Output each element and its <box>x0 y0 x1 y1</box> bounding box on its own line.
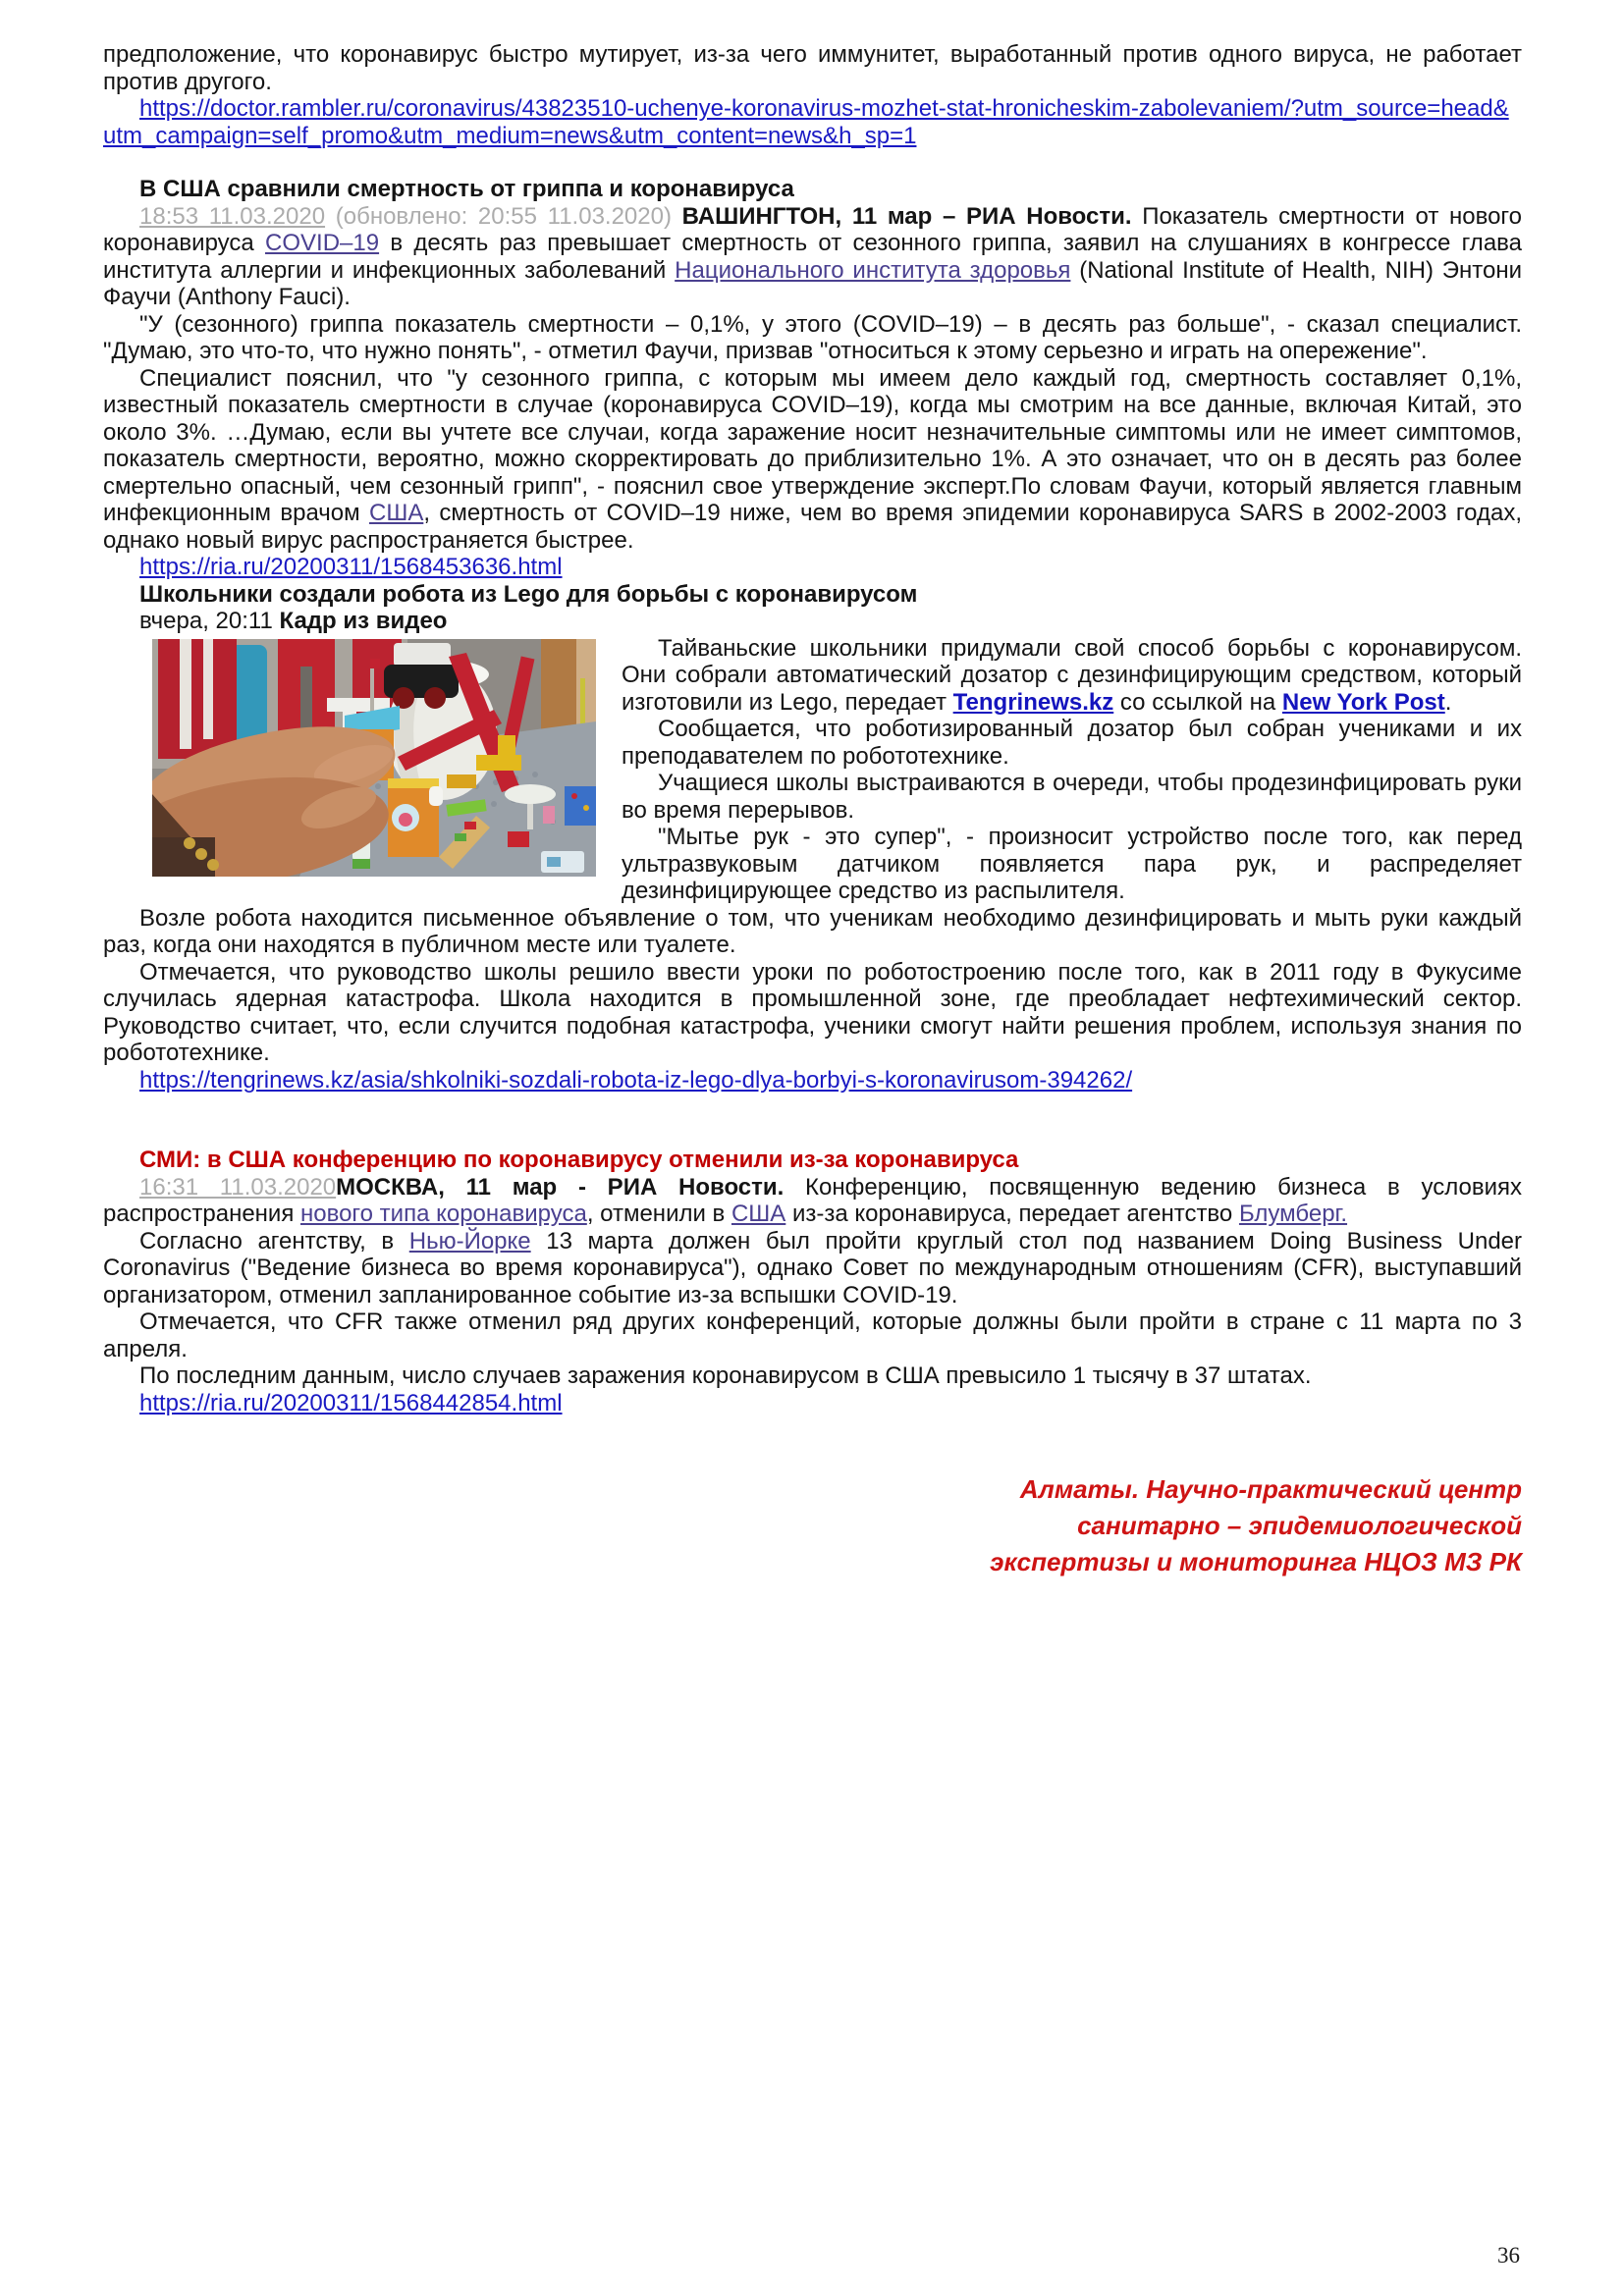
text-run: из-за коронавируса, передает агентство <box>785 1201 1239 1227</box>
paragraph <box>103 365 1522 555</box>
paragraph <box>103 1228 1522 1309</box>
text-run: Кадр из видео <box>279 608 448 634</box>
text-run: 13 марта должен был пройти круглый стол под названием Doing Business Under Coronavirus ("Ведение бизнеса во время коронавируса"), однако Совет по международным отношениям (CFR), выступавший организатором, отменил запланированное событие из-за вспышки COVID-19. <box>103 1227 1523 1308</box>
text-run: , отменили в <box>586 1201 731 1227</box>
page-number: 36 <box>1497 2242 1520 2268</box>
url-link[interactable]: https://ria.ru/20200311/1568453636.html <box>139 554 563 580</box>
signature-line: санитарно – эпидемиологической <box>1077 1511 1522 1540</box>
text-run: Отмечается, что руководство школы решило ввести уроки по роботостроению после того, как в 2011 году в Фукусиме случилась ядерная катастрофа. Школа находится в промышленной зоне, где преобладает нефтехимический сектор. Руководство считает, что, если случится подобная катастрофа, ученики смогут найти решения проблем, используя знания по робототехнике. <box>103 958 1522 1066</box>
inline-link[interactable]: Блумберг. <box>1238 1201 1348 1227</box>
article-conference-heading: СМИ: в США конференцию по коронавирусу отменили из-за коронавируса <box>139 1147 1019 1173</box>
url-link[interactable]: https://ria.ru/20200311/1568442854.html <box>139 1389 563 1416</box>
signature-block <box>103 1471 1522 1580</box>
source-link-line <box>103 1067 1522 1095</box>
text-run: Отмечается, что CFR также отменил ряд других конференций, которые должны были пройти в стране с 11 марта по 3 апреля. <box>103 1308 1522 1362</box>
inline-link[interactable]: Национального института здоровья <box>675 256 1071 284</box>
paragraph <box>103 1308 1522 1362</box>
text-run: "Мытье рук - это супер", - произносит устройство после того, как перед ультразвуковым датчиком появляется пара рук, и распределяет дезинфицирующее средство из распылителя. <box>622 824 1522 904</box>
text-run: . <box>1444 688 1452 716</box>
text-run: "У (сезонного) гриппа показатель смертности – 0,1%, у этого (COVID–19) – в десять раз больше", - сказал специалист. "Думаю, это что-то, что нужно понять", - отметил Фаучи, призвав "относиться к этому серьезно и играть на опережение". <box>103 310 1522 364</box>
paragraph <box>103 959 1522 1067</box>
text-run: Сообщается, что роботизированный дозатор был собран учениками и их преподавателем по робототехнике. <box>622 716 1522 770</box>
text-run: ВАШИНГТОН, 11 мар – РИА Новости. <box>681 202 1143 230</box>
text-run: в десять раз превышает смертность от сезонного гриппа, заявил на слушаниях в конгрессе глава института аллергии и инфекционных заболеваний <box>103 230 1522 284</box>
text-run: со ссылкой на <box>1113 688 1282 716</box>
paragraph <box>103 1174 1522 1228</box>
text-run: Конференцию, посвященную ведению бизнеса в условиях распространения <box>103 1173 1523 1227</box>
inline-link[interactable]: нового типа коронавируса <box>300 1201 587 1227</box>
source-link-line <box>103 554 1522 581</box>
paragraph <box>103 905 1522 959</box>
inline-link[interactable]: 18:53 11.03.2020 <box>139 202 326 230</box>
text-run: Специалист пояснил, что "у сезонного гриппа, с которым мы имеем дело каждый год, смертность составляет 0,1%, известный показатель смертности в случае (коронавируса COVID–19), когда мы смотрим на все данные, включая Китай, это около 3%. …Думаю, если вы учтете все случаи, когда заражение носит незначительные симптомы или не имеет симптомов, показатель смертности, вероятно, можно скорректировать до приблизительно 1%. А это означает, что он в десять раз более смертельно опасный, чем сезонный грипп", - пояснил свое утверждение эксперт.По словам Фаучи, который является главным инфекционным врачом <box>103 364 1522 526</box>
source-link-line <box>103 1390 1522 1417</box>
paragraph <box>103 311 1522 365</box>
inline-link[interactable]: 16:31 11.03.2020 <box>139 1173 337 1201</box>
text-run: Тайваньские школьники придумали свой способ борьбы с коронавирусом. Они собрали автоматический дозатор с дезинфицирующим средством, который изготовили из Lego, передает <box>622 634 1522 716</box>
article-flu-heading: В США сравнили смертность от гриппа и коронавируса <box>139 176 794 202</box>
text-run: Согласно агентству, в <box>139 1227 409 1255</box>
signature-line: Алматы. Научно-практический центр <box>1019 1474 1522 1504</box>
signature-line: экспертизы и мониторинга НЦОЗ МЗ РК <box>990 1547 1522 1576</box>
url-link[interactable]: https://tengrinews.kz/asia/shkolniki-sozdali-robota-iz-lego-dlya-borbyi-s-koronavirusom-394262/ <box>139 1066 1133 1094</box>
text-run: (обновлено: 20:55 11.03.2020) <box>325 202 682 230</box>
spacer <box>103 1094 1522 1120</box>
spacer <box>103 1120 1522 1147</box>
url-link[interactable]: https://doctor.rambler.ru/coronavirus/43823510-uchenye-koronavirus-mozhet-stat-hronicheskim-zabolevaniem/?utm_source=head&utm_campaign=self_promo&utm_medium=news&utm_content=news&h_sp=1 <box>103 95 1509 149</box>
inline-link[interactable]: Нью-Йорке <box>408 1227 531 1255</box>
article-figure <box>152 639 596 877</box>
text-run: (National Institute of Health, NIH) Энтони Фаучи (Anthony Fauci). <box>103 256 1523 310</box>
inline-link[interactable]: Tengrinews.kz <box>952 688 1114 716</box>
text-run: вчера, 20:11 <box>139 608 280 634</box>
article-lego-meta <box>103 608 1522 635</box>
text-run: , смертность от COVID–19 ниже, чем во время эпидемии коронавируса SARS в 2002-2003 годах, однако новый вирус распространяется быстрее. <box>103 500 1522 554</box>
text-run: Учащиеся школы выстраиваются в очереди, чтобы продезинфицировать руки во время перерывов. <box>622 770 1522 824</box>
intro-link-line <box>103 95 1522 149</box>
paragraph <box>103 1362 1522 1390</box>
inline-link[interactable]: США <box>731 1201 786 1227</box>
text-run: Возле робота находится письменное объявление о том, что ученикам необходимо дезинфицировать и мыть руки каждый раз, когда они находятся в публичном месте или туалете. <box>103 904 1522 958</box>
text-run: Показатель смертности от нового коронавируса <box>103 202 1522 256</box>
inline-link[interactable]: США <box>368 500 424 526</box>
spacer <box>103 149 1522 176</box>
inline-link[interactable]: COVID–19 <box>265 230 380 256</box>
paragraph <box>103 203 1522 311</box>
intro-paragraph: предположение, что коронавирус быстро мутирует, из-за чего иммунитет, выработанный против одного вируса, не работает против другого. <box>103 41 1522 95</box>
article-image <box>152 639 596 877</box>
inline-link[interactable]: New York Post <box>1281 688 1445 716</box>
text-run: По последним данным, число случаев заражения коронавирусом в США превысило 1 тысячу в 37 штатах. <box>139 1362 1312 1389</box>
text-run: МОСКВА, 11 мар - РИА Новости. <box>336 1173 806 1201</box>
article-lego-heading: Школьники создали робота из Lego для борьбы с коронавирусом <box>139 580 918 608</box>
